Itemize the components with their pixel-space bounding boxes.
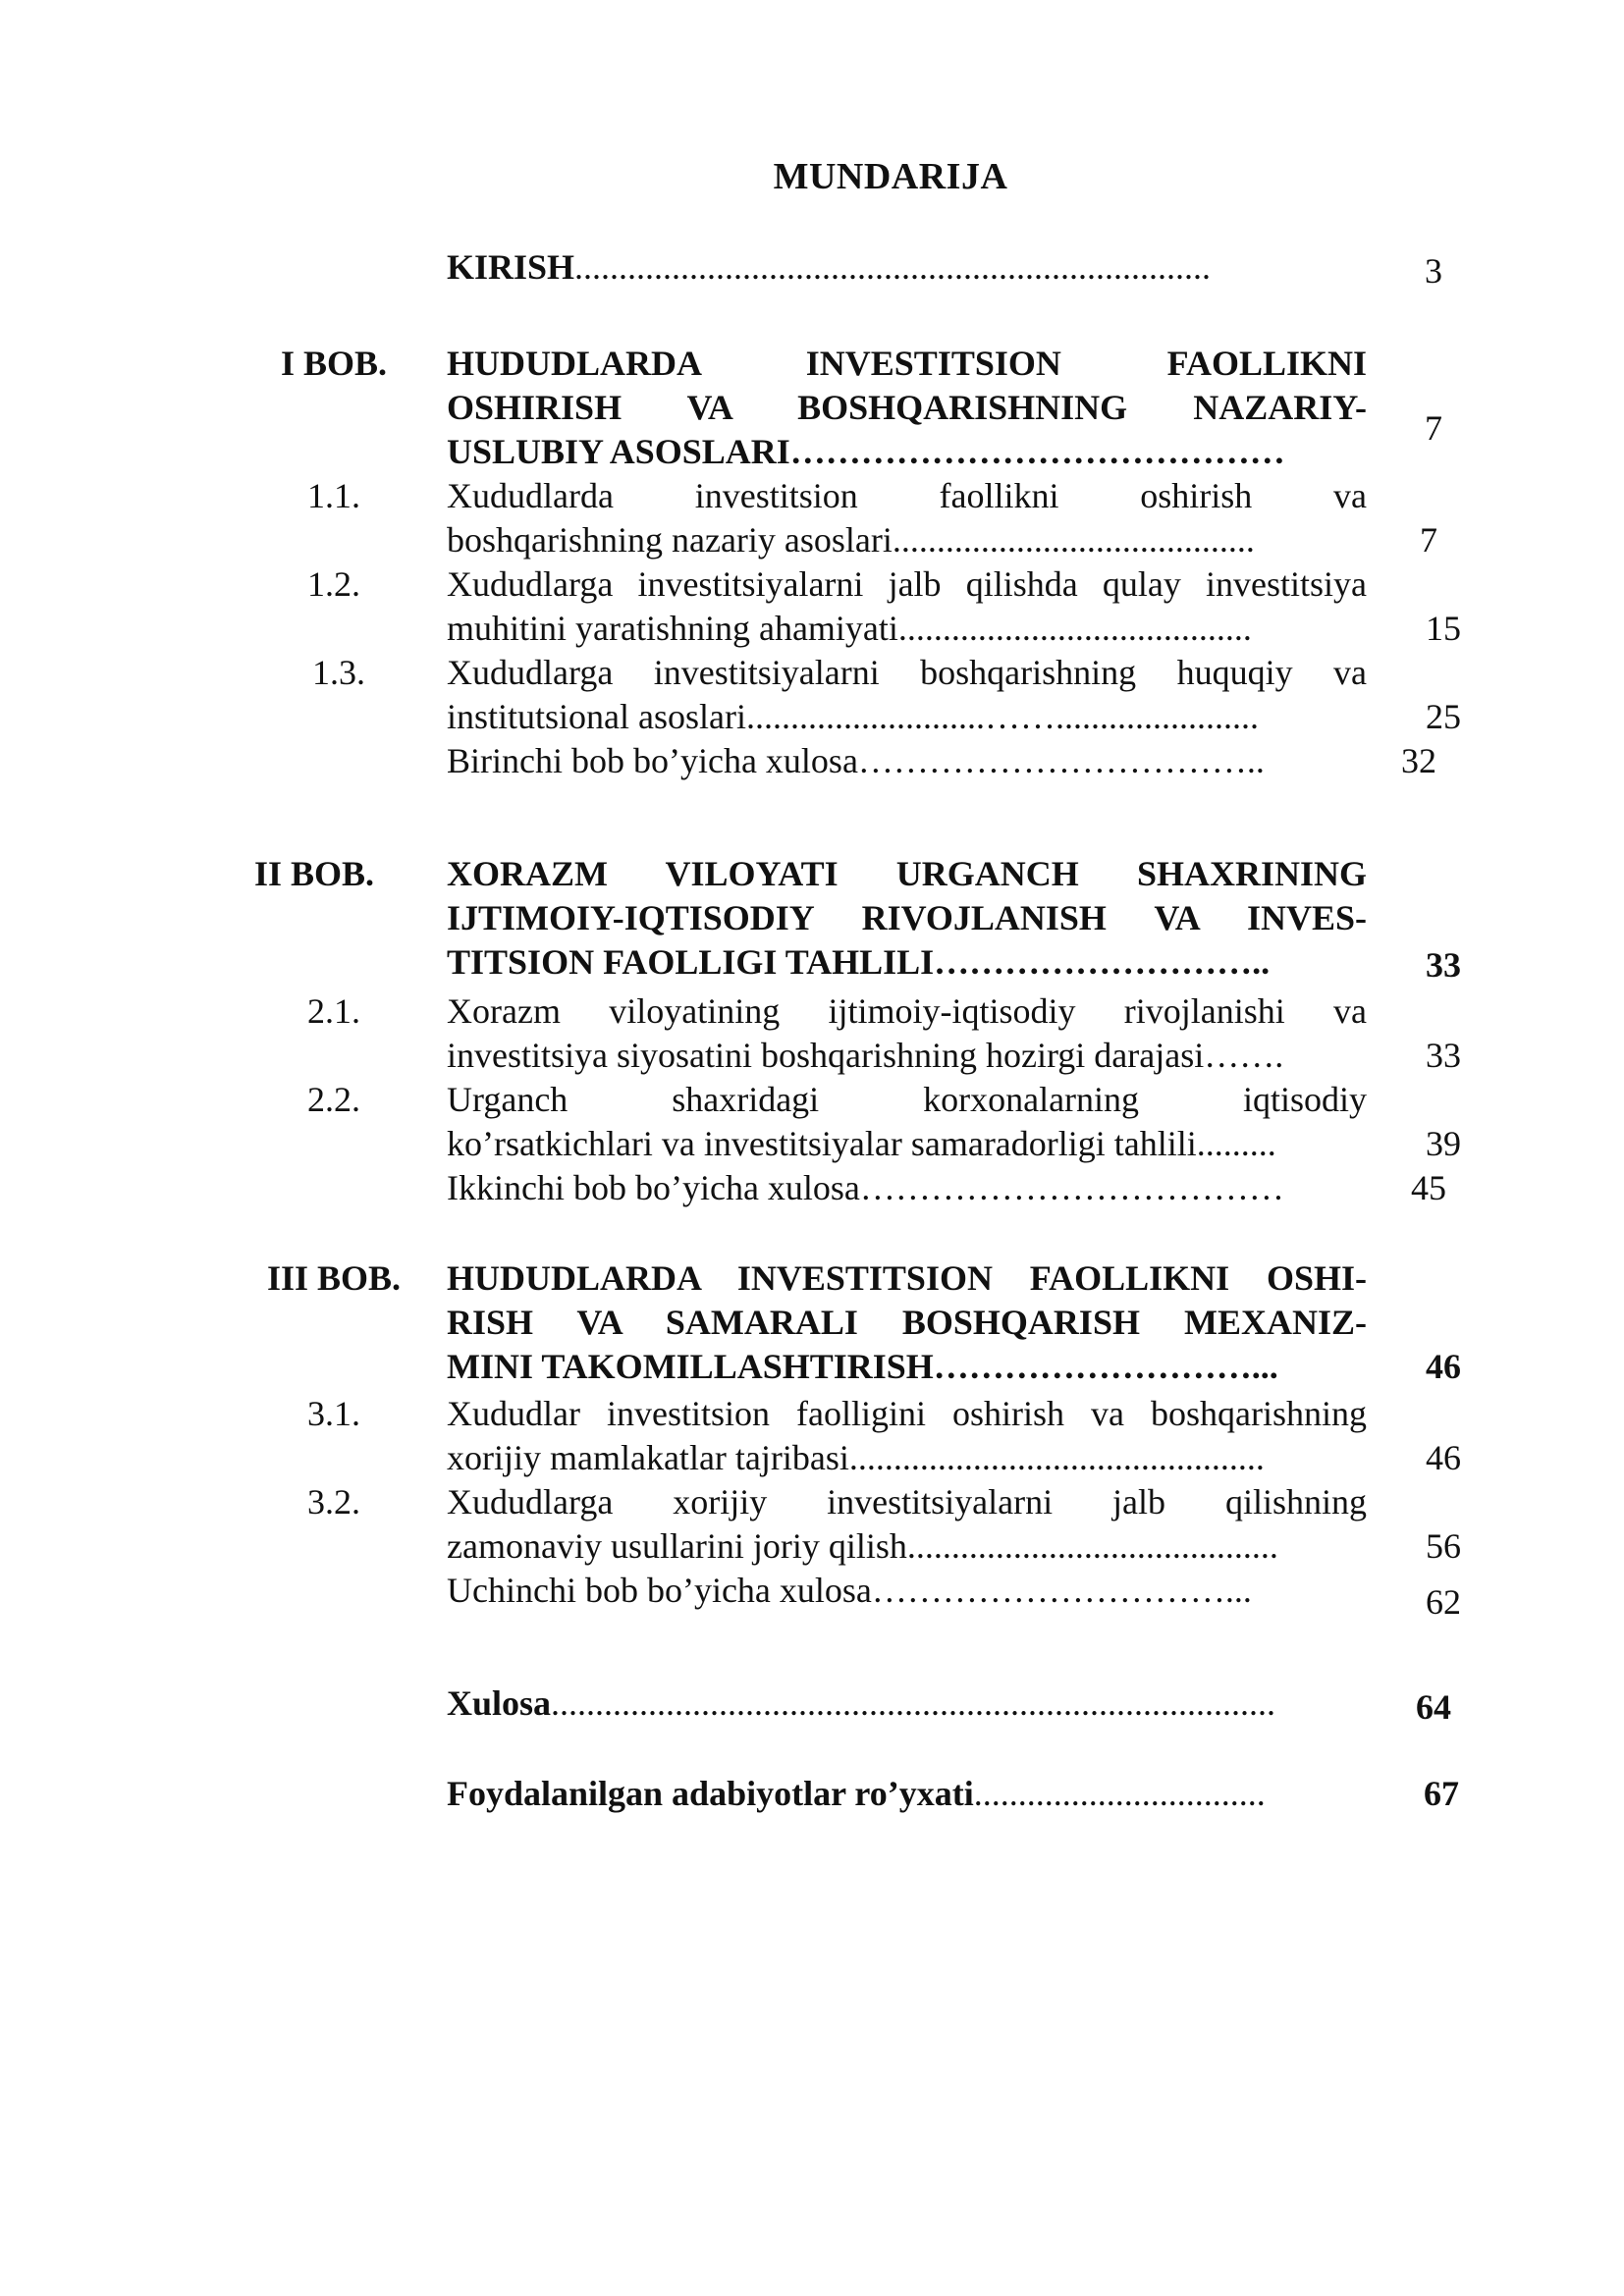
conclusion-page: 64: [1416, 1687, 1451, 1727]
section-1-3-page: 25: [1426, 697, 1461, 736]
conclusion-title: Xulosa: [447, 1683, 552, 1723]
section-2-2-line-1: Urganch shaxridagi korxonalarning iqtisodiy: [447, 1080, 1367, 1119]
section-3-1-line-1: Xududlar investitsion faolligini oshirish va boshqarishning: [447, 1394, 1367, 1433]
section-1-3-line-2: institutsional asoslari...........................…….......................: [447, 697, 1259, 736]
page-title: MUNDARIJA: [773, 156, 1008, 197]
intro-title: KIRISH: [447, 247, 575, 287]
chapter-3-label: III BOB.: [266, 1258, 402, 1298]
summary-3-page: 62: [1426, 1582, 1461, 1622]
section-3-1-line-2: xorijiy mamlakatlar tajribasi...............................................: [447, 1438, 1265, 1477]
section-1-1-line-2: boshqarishning nazariy asoslari.........................................: [447, 520, 1255, 560]
intro-dots: ........................................................................: [574, 247, 1212, 287]
section-3-1-label: 3.1.: [307, 1394, 360, 1433]
summary-2-page: 45: [1411, 1168, 1446, 1207]
section-3-2-line-2: zamonaviy usullarini joriy qilish..........................................: [447, 1526, 1278, 1566]
summary-1-page: 32: [1401, 741, 1436, 780]
chapter-3-page: 46: [1426, 1347, 1461, 1386]
chapter-2-title-line-1: XORAZM VILOYATI URGANCH SHAXRINING: [447, 854, 1367, 893]
section-3-1-page: 46: [1426, 1438, 1461, 1477]
section-3-2-label: 3.2.: [307, 1482, 360, 1522]
chapter-1-title-line-2: OSHIRISH VA BOSHQARISHNING NAZARIY-: [447, 388, 1367, 427]
section-1-2-line-2: muhitini yaratishning ahamiyati........................................: [447, 609, 1252, 648]
chapter-2-label: II BOB.: [253, 854, 375, 893]
intro-page: 3: [1425, 251, 1442, 291]
summary-2-text: Ikkinchi bob bo’yicha xulosa………………………………: [447, 1168, 1284, 1207]
section-2-1-label: 2.1.: [307, 991, 360, 1031]
chapter-1-title-line-1: HUDUDLARDA INVESTITSION FAOLLIKNI: [447, 344, 1367, 383]
section-2-2-label: 2.2.: [307, 1080, 360, 1119]
section-3-2-line-1: Xududlarga xorijiy investitsiyalarni jalb qilishning: [447, 1482, 1367, 1522]
chapter-1-title-line-3: USLUBIY ASOSLARI……………………………………: [447, 432, 1285, 471]
chapter-1-label: I BOB.: [280, 344, 388, 383]
section-3-2-page: 56: [1426, 1526, 1461, 1566]
chapter-3-title-line-3: MINI TAKOMILLASHTIRISH………………………...: [447, 1347, 1278, 1386]
section-1-2-label: 1.2.: [307, 564, 360, 604]
summary-3-text: Uchinchi bob bo’yicha xulosa…………………………...: [447, 1571, 1252, 1610]
chapter-2-page: 33: [1426, 945, 1461, 985]
bibliography-dots: .................................: [973, 1774, 1266, 1813]
chapter-3-title-line-2: RISH VA SAMARALI BOSHQARISH MEXANIZ-: [447, 1303, 1367, 1342]
section-2-1-page: 33: [1426, 1036, 1461, 1075]
chapter-2-title-line-3: TITSION FAOLLIGI TAHLILI………………………..: [447, 942, 1271, 982]
section-1-3-line-1: Xududlarga investitsiyalarni boshqarishning huquqiy va: [447, 653, 1367, 692]
section-2-2-line-2: ko’rsatkichlari va investitsiyalar samaradorligi tahlili.........: [447, 1124, 1276, 1163]
chapter-3-title-line-1: HUDUDLARDA INVESTITSION FAOLLIKNI OSHI-: [447, 1258, 1367, 1298]
bibliography-title: Foydalanilgan adabiyotlar ro’yxati: [447, 1774, 974, 1813]
section-1-1-page: 7: [1420, 520, 1437, 560]
section-1-2-page: 15: [1426, 609, 1461, 648]
section-2-2-page: 39: [1426, 1124, 1461, 1163]
chapter-2-title-line-2: IJTIMOIY-IQTISODIY RIVOJLANISH VA INVES-: [447, 898, 1367, 937]
summary-1-text: Birinchi bob bo’yicha xulosa……………………………..: [447, 741, 1265, 780]
section-1-2-line-1: Xududlarga investitsiyalarni jalb qilishda qulay investitsiya: [447, 564, 1367, 604]
chapter-1-page: 7: [1425, 408, 1442, 448]
section-2-1-line-2: investitsiya siyosatini boshqarishning hozirgi darajasi…….: [447, 1036, 1284, 1075]
section-1-1-line-1: Xududlarda investitsion faollikni oshirish va: [447, 476, 1367, 515]
section-2-1-line-1: Xorazm viloyatining ijtimoiy-iqtisodiy rivojlanishi va: [447, 991, 1367, 1031]
conclusion-dots: ..................................................................................: [551, 1683, 1276, 1723]
section-1-1-label: 1.1.: [307, 476, 360, 515]
section-1-3-label: 1.3.: [312, 653, 365, 692]
bibliography-page: 67: [1424, 1774, 1459, 1813]
